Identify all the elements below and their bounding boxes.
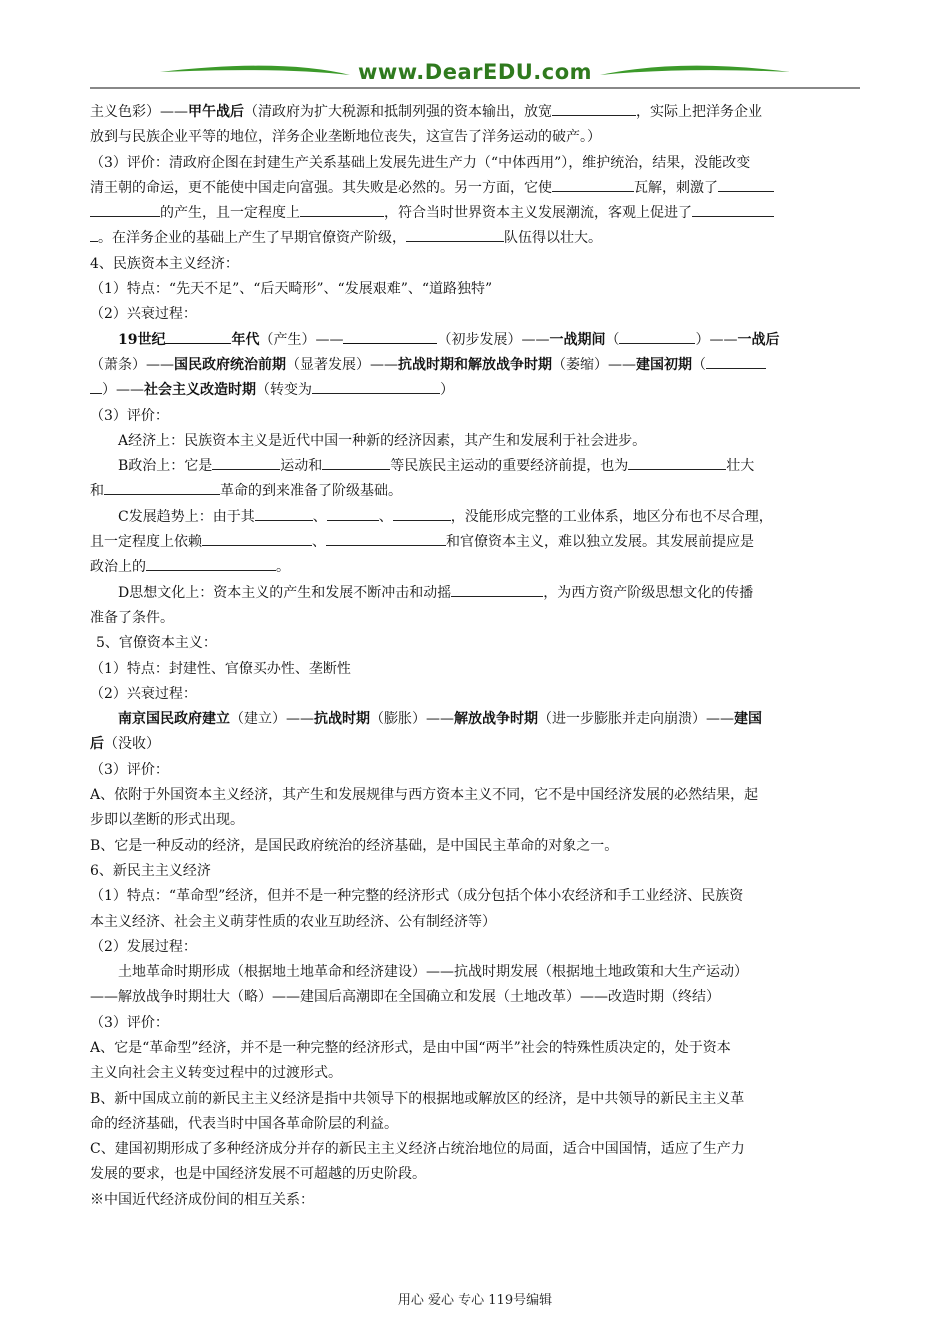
fill-blank — [212, 455, 280, 470]
section-heading: 6、新民主主义经济 — [90, 862, 211, 879]
text-line: （1）特点：封建性、官僚买办性、垄断性 — [90, 660, 351, 677]
text-line: 步即以垄断的形式出现。 — [90, 812, 244, 829]
text-line: 的产生，且一定程度上 ，符合当时世界资本主义发展潮流，客观上促进了 — [90, 201, 860, 226]
text-line: （2）发展过程： — [90, 938, 197, 955]
text-line: （萧条）——国民政府统治前期（显著发展）——抗战时期和解放战争时期（萎缩）——建国初期（ — [90, 353, 860, 378]
text-line: 放到与民族企业平等的地位，洋务企业垄断地位丧失，这宣告了洋务运动的破产。） — [90, 129, 601, 146]
fill-blank — [393, 506, 451, 521]
text-line: （2）兴衰过程： — [90, 685, 197, 702]
fill-blank — [90, 379, 102, 394]
text-line: （1）特点：“革命型”经济，但并不是一种完整的经济形式（成分包括个体小农经济和手工业经济、民族资 — [90, 888, 744, 905]
fill-blank — [327, 506, 379, 521]
fill-blank — [692, 202, 774, 217]
fill-blank — [146, 556, 276, 571]
text-line: 且一定程度上依赖 、 和官僚资本主义，难以独立发展。其发展前提应是 — [90, 530, 860, 555]
text-line: B、它是一种反动的经济，是国民政府统治的经济基础，是中国民主革命的对象之一。 — [90, 837, 619, 854]
fill-blank — [104, 480, 220, 495]
text-line: 发展的要求，也是中国经济发展不可超越的历史阶段。 — [90, 1166, 426, 1183]
fill-blank — [552, 101, 636, 116]
fill-blank — [326, 531, 446, 546]
section-heading: 5、官僚资本主义： — [96, 635, 217, 652]
page-footer: 用心 爱心 专心 119号编辑 — [397, 1293, 553, 1308]
fill-blank — [312, 379, 440, 394]
text-line: 命的经济基础，代表当时中国各革命阶层的利益。 — [90, 1115, 398, 1132]
text-line: D思想文化上：资本主义的产生和发展不断冲击和动摇 ，为西方资产阶级思想文化的传播 — [90, 581, 860, 606]
text-line: 政治上的 。 — [90, 555, 860, 580]
text-line: 土地革命时期形成（根据地土地革命和经济建设）——抗战时期发展（根据地土地政策和大生产运动） — [118, 964, 748, 981]
fill-blank — [406, 227, 504, 242]
text-line: A、依附于外国资本主义经济，其产生和发展规律与西方资本主义不同，它不是中国经济发展的必然结果，起 — [90, 787, 759, 804]
fill-blank — [300, 202, 384, 217]
site-header — [90, 58, 860, 92]
fill-blank — [90, 227, 98, 242]
text-line: （3）评价：清政府企图在封建生产关系基础上发展先进生产力（“中体西用”），维护统治，结果，没能改变 — [90, 154, 751, 171]
section-heading: 4、民族资本主义经济： — [90, 255, 239, 272]
text-line: A、它是“革命型”经济，并不是一种完整的经济形式，是由中国“两半”社会的特殊性质决定的，处于资本 — [90, 1039, 731, 1056]
fill-blank — [451, 582, 543, 597]
text-line: ——解放战争时期壮大（略）——建国后高潮即在全国确立和发展（土地改革）——改造时期（终结） — [90, 989, 720, 1006]
text-line: 本主义经济、社会主义萌芽性质的农业互助经济、公有制经济等） — [90, 913, 496, 930]
fill-blank — [90, 202, 160, 217]
document-body — [90, 100, 860, 1213]
text-line: 。在洋务企业的基础上产生了早期官僚资产阶级， 队伍得以壮大。 — [90, 226, 860, 251]
fill-blank — [628, 455, 726, 470]
text-line: （3）评价： — [90, 407, 169, 424]
text-line: 和 革命的到来准备了阶级基础。 — [90, 479, 860, 504]
text-line: （2）兴衰过程： — [90, 306, 197, 323]
fill-blank — [718, 177, 774, 192]
text-line: 准备了条件。 — [90, 609, 174, 626]
fill-blank — [322, 455, 390, 470]
text-line: 19世纪 年代（产生）—— （初步发展）——一战期间（ ）——一战后 — [90, 328, 860, 353]
text-line: 主义色彩）——甲午战后（清政府为扩大税源和抵制列强的资本输出，放宽 ，实际上把洋务企业 — [90, 100, 860, 125]
fill-blank — [552, 177, 634, 192]
text-line: B、新中国成立前的新民主主义经济是指中共领导下的根据地或解放区的经济，是中共领导的新民主主义革 — [90, 1090, 745, 1107]
text-line: A经济上：民族资本主义是近代中国一种新的经济因素，其产生和发展利于社会进步。 — [118, 432, 647, 449]
text-line: 主义向社会主义转变过程中的过渡形式。 — [90, 1065, 342, 1082]
text-line: ）——社会主义改造时期（转变为 ） — [90, 378, 860, 403]
text-line: ※中国近代经济成份间的相互关系： — [90, 1191, 314, 1208]
text-line: C、建国初期形成了多种经济成分并存的新民主主义经济占统治地位的局面，适合中国国情，适应了生产力 — [90, 1141, 745, 1158]
text-line: （3）评价： — [90, 1014, 169, 1031]
site-logo[interactable]: www.DearEDU.com — [357, 60, 593, 84]
text-line: 清王朝的命运，更不能使中国走向富强。其失败是必然的。另一方面，它使 瓦解，刺激了 — [90, 176, 860, 201]
fill-blank — [165, 329, 231, 344]
text-line: （1）特点：“先天不足”、“后天畸形”、“发展艰难”、“道路独特” — [90, 281, 493, 298]
text-line: 后（没收） — [90, 736, 160, 753]
text-line: 南京国民政府建立（建立）——抗战时期（膨胀）——解放战争时期（进一步膨胀并走向崩溃）——建国 — [118, 711, 762, 728]
fill-blank — [343, 329, 437, 344]
text-line: （3）评价： — [90, 761, 169, 778]
fill-blank — [619, 329, 695, 344]
text-line: B政治上：它是 运动和 等民族民主运动的重要经济前提，也为 壮大 — [90, 454, 860, 479]
text-line: C发展趋势上：由于其 、 、 ，没能形成完整的工业体系，地区分布也不尽合理， — [90, 505, 860, 530]
fill-blank — [255, 506, 313, 521]
fill-blank — [706, 354, 766, 369]
fill-blank — [202, 531, 312, 546]
